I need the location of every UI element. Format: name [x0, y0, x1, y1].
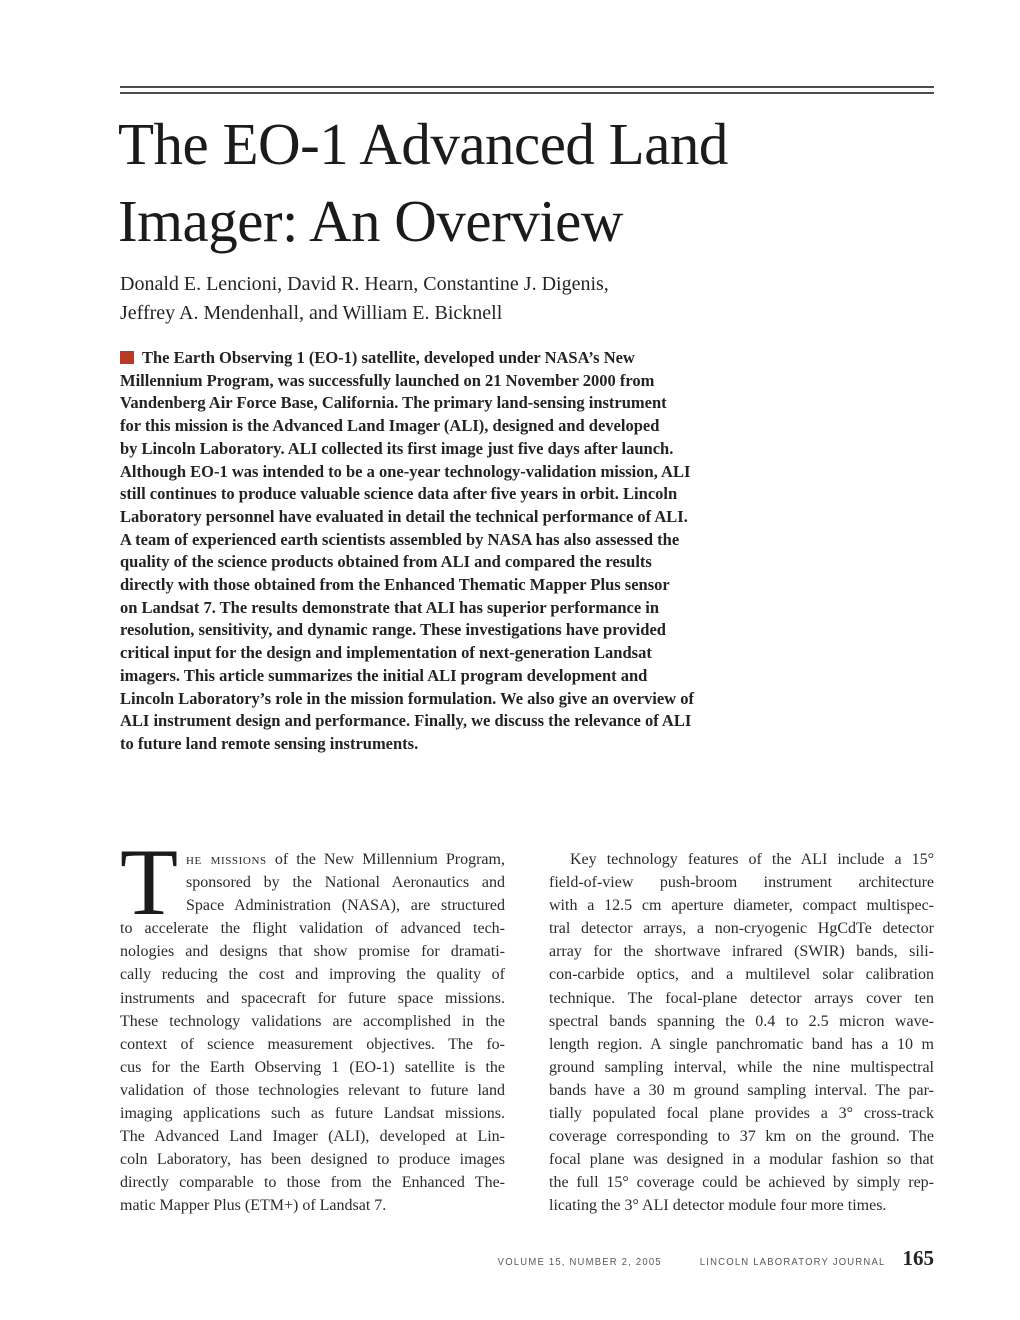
text-line: cus for the Earth Observing 1 (EO-1) satellite is the: [120, 1058, 505, 1076]
footer-journal-name: LINCOLN LABORATORY JOURNAL: [699, 1256, 886, 1269]
page-footer: [120, 1246, 934, 1271]
text-line: spectral bands spanning the 0.4 to 2.5 micron wave-: [549, 1012, 934, 1030]
text-line: Lincoln Laboratory’s role in the mission formulation. We also give an overview of: [120, 688, 694, 708]
text-line: cally reducing the cost and improving the quality of: [120, 966, 505, 984]
text-line: Vandenberg Air Force Base, California. The primary land-sensing instrument: [120, 393, 667, 413]
text-line: by Lincoln Laboratory. ALI collected its first image just five days after launch.: [120, 438, 674, 458]
text-line: directly comparable to those from the Enhanced The-: [120, 1174, 505, 1192]
page-title-line2: Imager: An Overview: [118, 188, 623, 254]
lead-smallcaps: he missions: [186, 851, 267, 868]
left-column-last-line: matic Mapper Plus (ETM+) of Landsat 7.: [120, 1197, 387, 1215]
text-line: tral detector arrays, a non-cryogenic HgCdTe detector: [549, 920, 934, 938]
text-line: bands have a 30 m ground sampling interval. The par-: [549, 1081, 934, 1099]
text-line: sponsored by the National Aeronautics and: [186, 874, 505, 892]
left-column-lines: [120, 871, 505, 1194]
text-line: These technology validations are accomplished in the: [120, 1012, 505, 1030]
authors-line1: Donald E. Lencioni, David R. Hearn, Constantine J. Digenis,: [120, 273, 609, 295]
text-line: for this mission is the Advanced Land Imager (ALI), designed and developed: [120, 416, 660, 436]
abstract-first-line: [120, 347, 760, 370]
text-line: with a 12.5 cm aperture diameter, compact multispec-: [549, 897, 934, 915]
footer-page-number: 165: [902, 1246, 934, 1270]
footer-volume: VOLUME 15, NUMBER 2, 2005: [497, 1256, 662, 1269]
text-line: context of science measurement objectives. The fo-: [120, 1035, 505, 1053]
text-line: still continues to produce valuable science data after five years in orbit. Lincoln: [120, 484, 678, 504]
lead-rest: of the New Millennium Program,: [266, 851, 505, 868]
text-line: resolution, sensitivity, and dynamic range. These investigations have provided: [120, 620, 666, 640]
text-line: on Landsat 7. The results demonstrate that ALI has superior performance in: [120, 597, 660, 617]
abstract: [120, 347, 760, 756]
text-line: directly with those obtained from the Enhanced Thematic Mapper Plus sensor: [120, 575, 670, 595]
authors: [120, 270, 820, 327]
page-title-line1: The EO-1 Advanced Land: [118, 111, 728, 177]
text-line: focal plane was designed in a modular fashion so that: [549, 1151, 934, 1169]
text-line: A team of experienced earth scientists assembled by NASA has also assessed the: [120, 529, 680, 549]
text-line: ALI instrument design and performance. Finally, we discuss the relevance of ALI: [120, 711, 692, 731]
text-line: quality of the science products obtained from ALI and compared the results: [120, 552, 652, 572]
right-column-first-line: Key technology features of the ALI include a 15°: [570, 851, 934, 868]
abstract-square-bullet-icon: [120, 351, 134, 364]
authors-line2: Jeffrey A. Mendenhall, and William E. Bicknell: [120, 301, 503, 324]
text-line: imaging applications such as future Landsat missions.: [120, 1105, 505, 1123]
text-line: technique. The focal-plane detector arrays cover ten: [549, 989, 934, 1007]
right-column-last-line: licating the 3° ALI detector module four more times.: [549, 1197, 887, 1215]
text-line: validation of those technologies relevant to future land: [120, 1081, 505, 1099]
text-line: Millennium Program, was successfully launched on 21 November 2000 from: [120, 370, 655, 390]
body-columns: [120, 829, 934, 1218]
right-column-lines: [549, 871, 934, 1194]
text-line: the full 15° coverage could be achieved by simply rep-: [549, 1174, 934, 1192]
text-line: The Advanced Land Imager (ALI), developed at Lin-: [120, 1128, 505, 1146]
text-line: to accelerate the flight validation of advanced tech-: [120, 920, 505, 938]
text-line: length region. A single panchromatic band has a 10 m: [549, 1035, 934, 1053]
text-line: ground sampling interval, while the nine multispectral: [549, 1058, 934, 1076]
text-line: coln Laboratory, has been designed to produce images: [120, 1151, 505, 1169]
text-line: Laboratory personnel have evaluated in detail the technical performance of ALI.: [120, 506, 688, 526]
text-line: nologies and designs that show promise for dramati-: [120, 943, 505, 961]
text-line: Space Administration (NASA), are structured: [186, 897, 505, 915]
left-column: [120, 829, 505, 1218]
text-line: con-carbide optics, and a multilevel solar calibration: [549, 966, 934, 984]
text-line: Although EO-1 was intended to be a one-year technology-validation mission, ALI: [120, 461, 691, 481]
masthead-double-rule: [120, 86, 934, 94]
text-line: tially populated focal plane provides a 3° cross-track: [549, 1105, 934, 1123]
abstract-first-line-text: The Earth Observing 1 (EO-1) satellite, developed under NASA’s New: [142, 348, 635, 367]
text-line: to future land remote sensing instruments.: [120, 733, 419, 753]
text-line: array for the shortwave infrared (SWIR) bands, sili-: [549, 943, 934, 961]
text-line: field-of-view push-broom instrument architecture: [549, 874, 934, 892]
text-line: critical input for the design and implementation of next-generation Landsat: [120, 643, 652, 663]
text-line: coverage corresponding to 37 km on the ground. The: [549, 1128, 934, 1146]
abstract-lines: [120, 370, 760, 756]
drop-cap: T: [120, 829, 179, 935]
page-title: [118, 106, 938, 260]
right-column: [549, 848, 934, 1218]
text-line: imagers. This article summarizes the initial ALI program development and: [120, 665, 648, 685]
left-column-lead-line: [186, 848, 505, 871]
text-line: instruments and spacecraft for future space missions.: [120, 989, 505, 1007]
